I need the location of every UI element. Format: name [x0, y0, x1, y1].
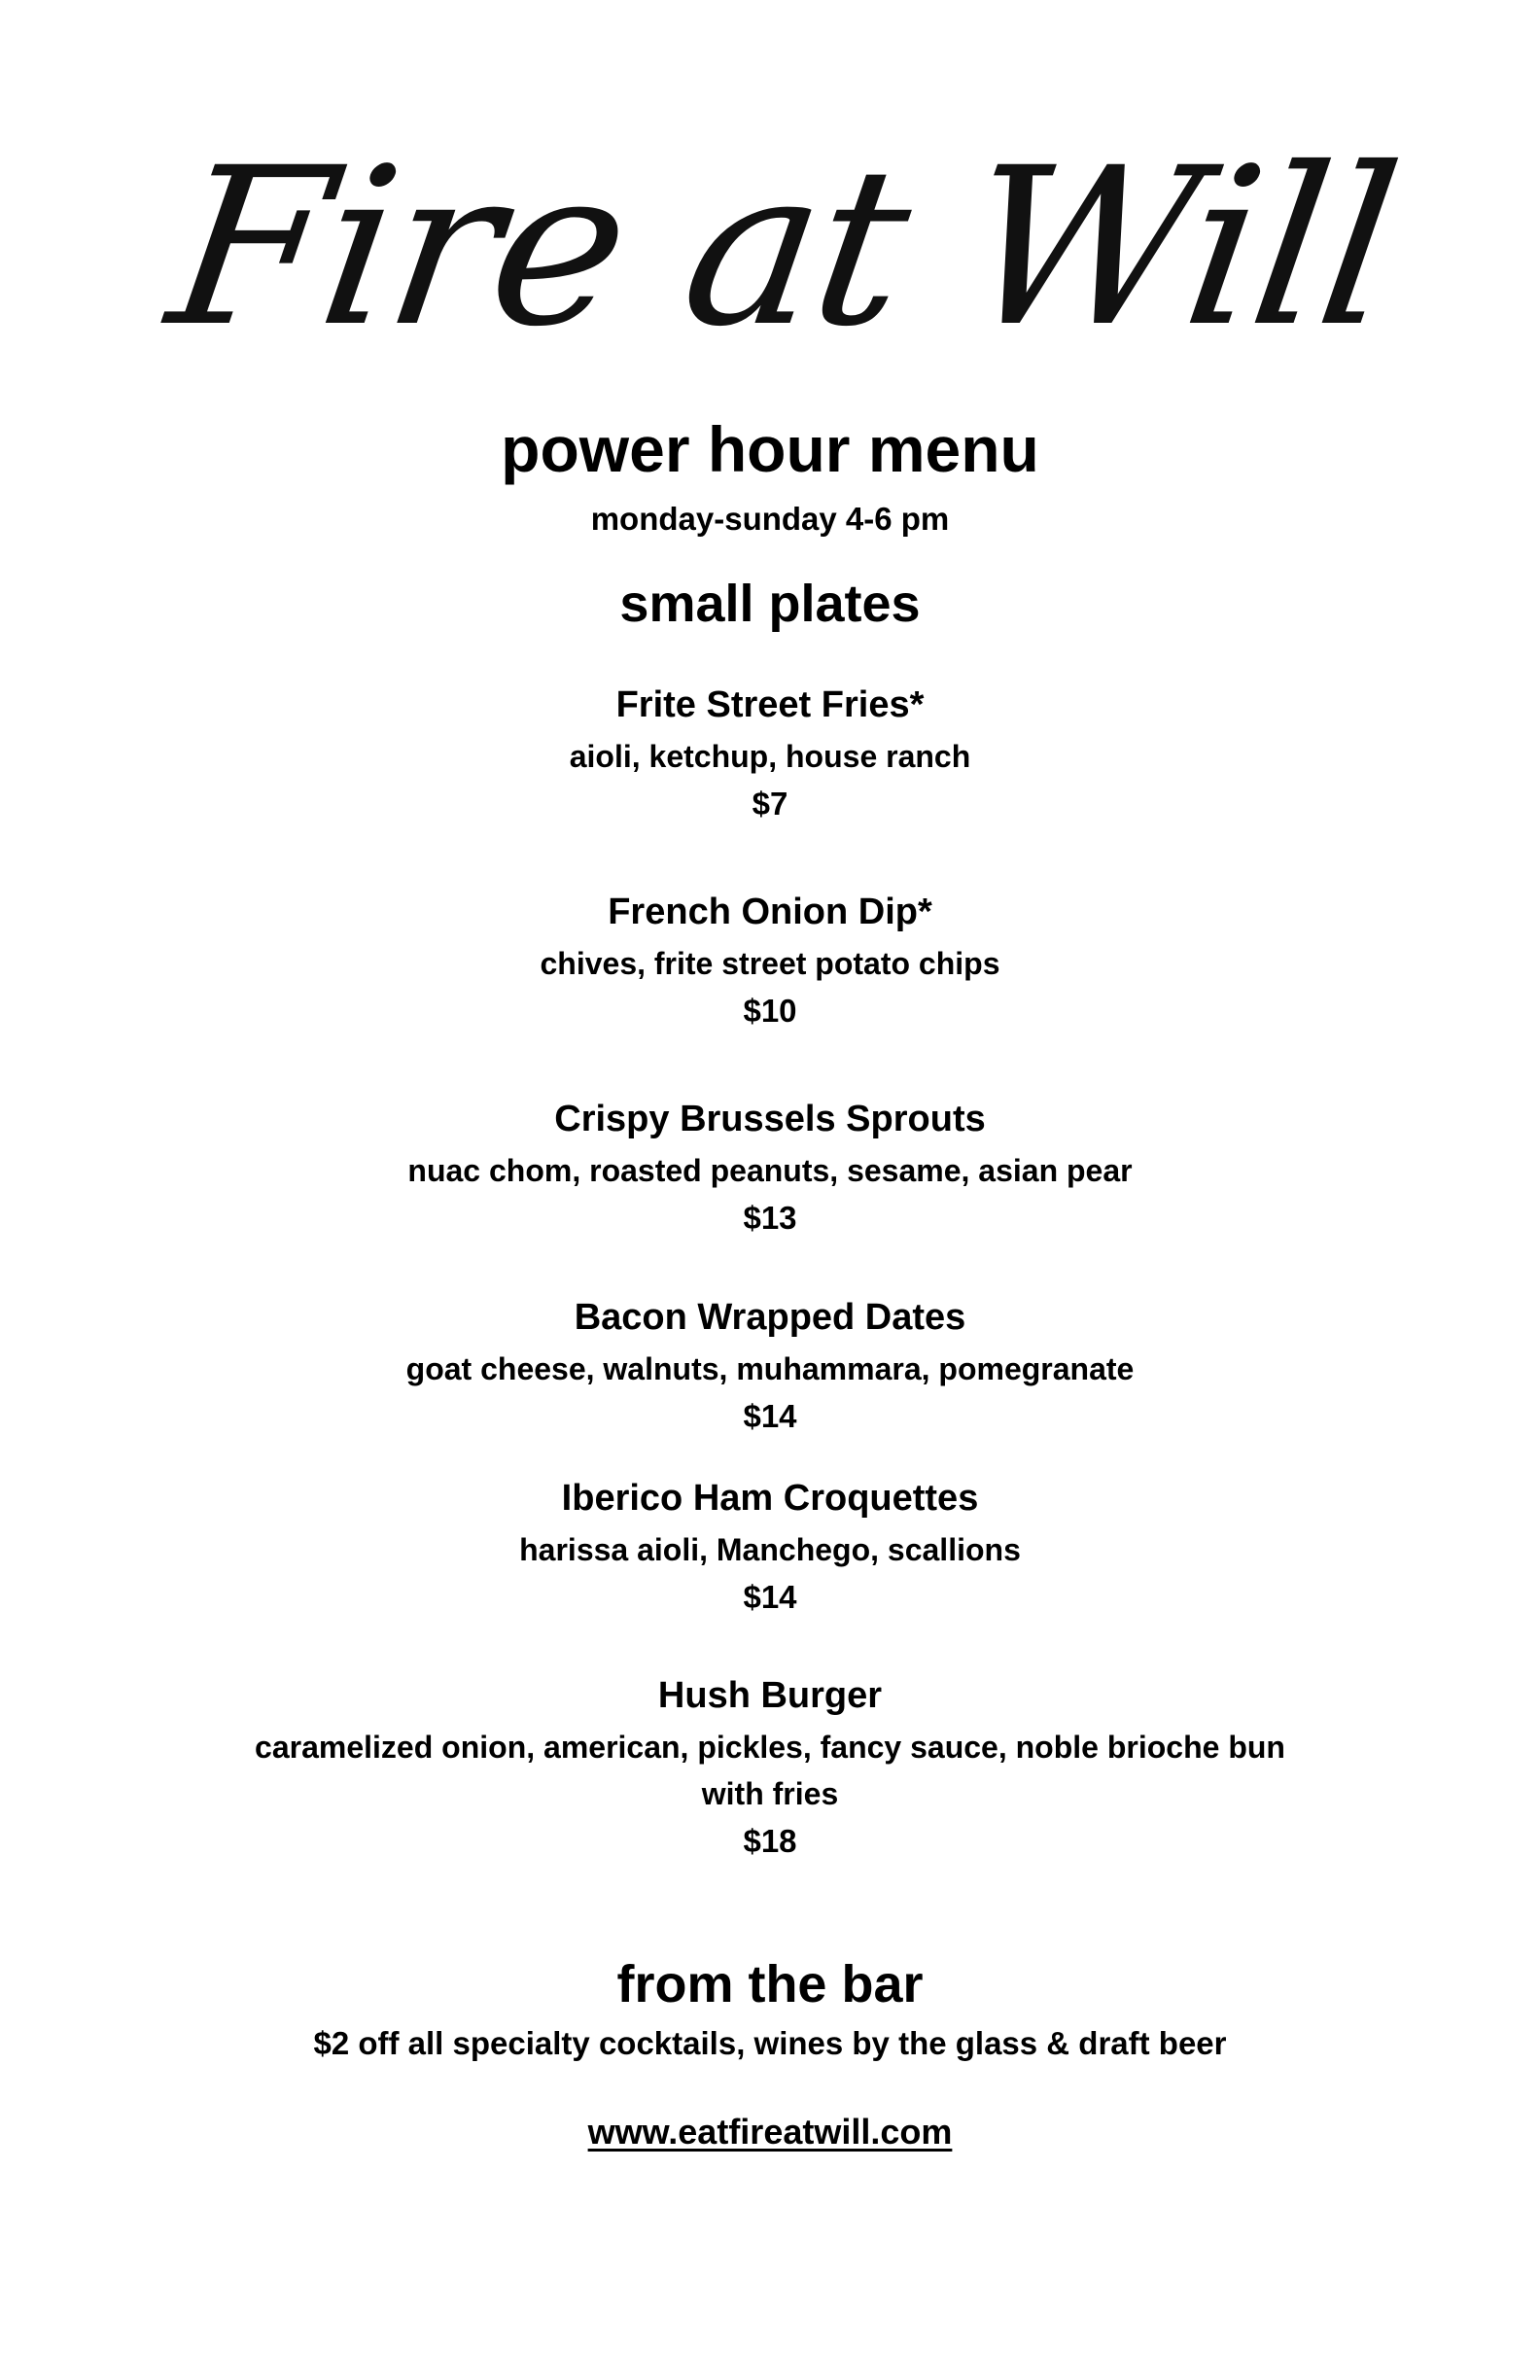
small-plates-heading: small plates — [619, 575, 921, 633]
menu-item-description: goat cheese, walnuts, muhammara, pomegranate — [405, 1351, 1135, 1386]
menu-item-price: $14 — [743, 1579, 797, 1615]
menu-item-name: Iberico Ham Croquettes — [561, 1478, 979, 1519]
menu-item-name: Crispy Brussels Sprouts — [554, 1099, 986, 1139]
menu-item-price: $7 — [752, 786, 788, 822]
menu-item-description: chives, frite street potato chips — [540, 946, 1000, 981]
menu-item-name: Frite Street Fries* — [615, 684, 925, 725]
logo-script-text: Fire at Will — [157, 121, 1409, 374]
menu-item-price: $13 — [743, 1200, 797, 1236]
restaurant-logo — [157, 117, 1409, 379]
menu-item-price: $14 — [743, 1398, 797, 1434]
from-the-bar-heading: from the bar — [616, 1955, 924, 2013]
menu-item-description-continued: with fries — [701, 1776, 839, 1811]
menu-item-description: harissa aioli, Manchego, scallions — [519, 1532, 1021, 1567]
menu-item-description: aioli, ketchup, house ranch — [569, 739, 971, 774]
menu-item-price: $18 — [743, 1823, 797, 1859]
website-link[interactable]: www.eatfireatwill.com — [587, 2112, 953, 2152]
menu-item-description: caramelized onion, american, pickles, fancy sauce, noble brioche bun — [255, 1730, 1285, 1765]
menu-item-name: Hush Burger — [657, 1675, 883, 1716]
menu-item-name: French Onion Dip* — [608, 892, 932, 932]
menu-item-price: $10 — [743, 993, 797, 1029]
menu-title: power hour menu — [501, 413, 1039, 485]
bar-specials-note: $2 off all specialty cocktails, wines by the glass & draft beer — [313, 2025, 1227, 2061]
website-link-container — [0, 2108, 1540, 2156]
menu-item-name: Bacon Wrapped Dates — [574, 1297, 966, 1338]
menu-item-description: nuac chom, roasted peanuts, sesame, asian pear — [407, 1153, 1133, 1188]
menu-hours: monday-sunday 4-6 pm — [590, 501, 950, 537]
